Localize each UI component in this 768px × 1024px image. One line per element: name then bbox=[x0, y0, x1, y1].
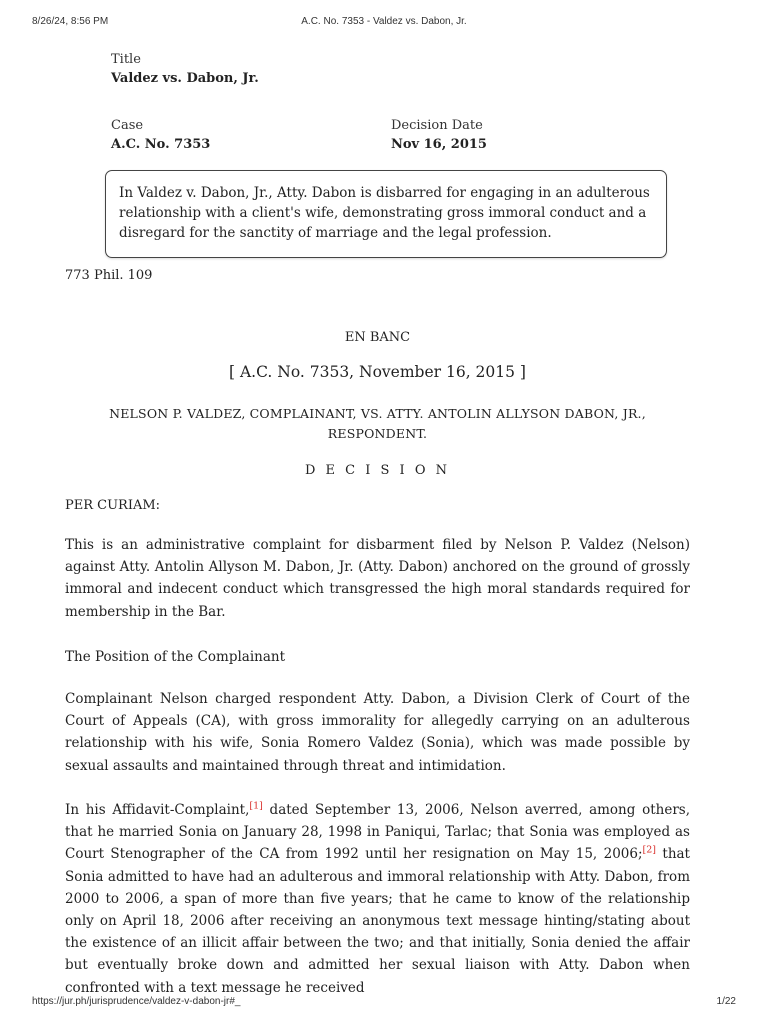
footnote-link-2[interactable]: [2] bbox=[642, 844, 656, 856]
decision-title: D E C I S I O N bbox=[305, 463, 450, 478]
en-banc-heading: EN BANC bbox=[344, 330, 411, 345]
footnote-link-1[interactable]: [1] bbox=[249, 800, 263, 812]
affidavit-text-c: that Sonia admitted to have had an adulterous and immoral relationship with Atty. Dabon, from 2000 to 2006, a span of more than five years; that he came to know of the relationship only on April 18, 2006 after receiving an anonymous text message hinting/stating about the existence of an illicit affair between the two; and that initially, Sonia denied the affair but eventually broke down and admitted her sexual liaison with Atty. Dabon when confronted with a text message he received bbox=[65, 846, 690, 996]
print-url: https://jur.ph/jurisprudence/valdez-v-dabon-jr#_ bbox=[32, 996, 241, 1007]
case-value: A.C. No. 7353 bbox=[111, 137, 211, 152]
print-page-title: A.C. No. 7353 - Valdez vs. Dabon, Jr. bbox=[301, 16, 467, 27]
affidavit-text-b: dated September 13, 2006, Nelson averred, among others, that he married Sonia on January 28, 1998 in Paniqui, Tarlac; that Sonia was employed as Court Stenographer of the CA from 1992 until her resignation on May 15, 2006; bbox=[65, 802, 690, 863]
section-heading-complainant: The Position of the Complainant bbox=[65, 649, 286, 665]
print-datetime: 8/26/24, 8:56 PM bbox=[32, 16, 109, 27]
parties-heading: NELSON P. VALDEZ, COMPLAINANT, VS. ATTY. ANTOLIN ALLYSON DABON, JR., RESPONDENT. bbox=[109, 406, 646, 441]
print-page-number: 1/22 bbox=[716, 996, 736, 1007]
case-heading: [ A.C. No. 7353, November 16, 2015 ] bbox=[229, 363, 526, 381]
per-curiam-label: PER CURIAM: bbox=[65, 498, 161, 513]
phil-reference: 773 Phil. 109 bbox=[65, 268, 153, 283]
decision-date-value: Nov 16, 2015 bbox=[391, 137, 487, 152]
case-summary-box: In Valdez v. Dabon, Jr., Atty. Dabon is disbarred for engaging in an adulterous relationship with a client's wife, demonstrating gross immoral conduct and a disregard for the sanctity of marriage and the legal profession. bbox=[105, 170, 667, 258]
title-label: Title bbox=[111, 52, 141, 67]
body-paragraph-charge: Complainant Nelson charged respondent Atty. Dabon, a Division Clerk of Court of the Court of Appeals (CA), with gross immorality for allegedly carrying on an adulterous relationship with his wife, Sonia Romero Valdez (Sonia), which was made possible by sexual assaults and maintained through threat and intimidation. bbox=[65, 691, 690, 774]
body-paragraph-affidavit bbox=[65, 799, 690, 999]
title-value: Valdez vs. Dabon, Jr. bbox=[111, 71, 259, 86]
print-footer bbox=[32, 996, 736, 1010]
decision-date-label: Decision Date bbox=[391, 118, 483, 133]
affidavit-text-a: In his Affidavit-Complaint, bbox=[65, 802, 250, 818]
body-paragraph-intro: This is an administrative complaint for disbarment filed by Nelson P. Valdez (Nelson) against Atty. Antolin Allyson M. Dabon, Jr. (Atty. Dabon) anchored on the ground of grossly immoral and indecent conduct which transgressed the high moral standards required for membership in the Bar. bbox=[65, 537, 690, 620]
case-label: Case bbox=[111, 118, 144, 133]
print-header bbox=[32, 16, 736, 30]
